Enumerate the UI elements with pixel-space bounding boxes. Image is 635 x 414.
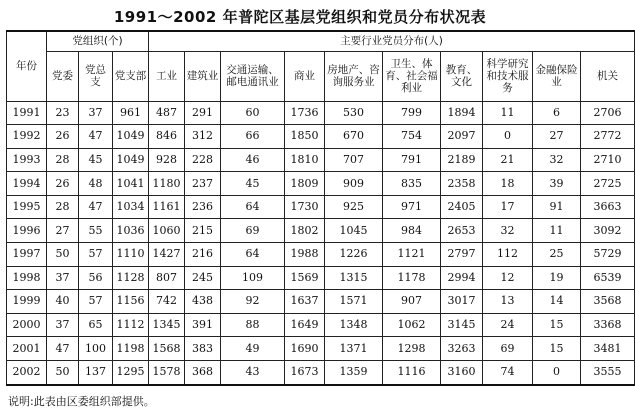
table-cell: 237 <box>185 172 221 196</box>
year-cell: 1992 <box>7 125 47 149</box>
table-cell: 11 <box>533 219 581 243</box>
table-cell: 3092 <box>581 219 635 243</box>
year-cell: 2001 <box>7 337 47 361</box>
table-cell: 112 <box>483 242 533 266</box>
table-cell: 530 <box>325 101 383 125</box>
table-cell: 1180 <box>149 172 185 196</box>
year-cell: 1995 <box>7 195 47 219</box>
table-cell: 2994 <box>441 266 483 290</box>
table-cell: 23 <box>47 101 79 125</box>
table-cell: 1045 <box>325 219 383 243</box>
column-header: 科学研究和技术服务 <box>483 51 533 101</box>
table-cell: 56 <box>79 266 113 290</box>
table-cell: 742 <box>149 290 185 314</box>
member-group-header: 主要行业党员分布(人) <box>149 31 635 51</box>
table-cell: 1649 <box>285 313 325 337</box>
table-cell: 928 <box>149 148 185 172</box>
table-cell: 1041 <box>113 172 149 196</box>
table-row <box>7 125 635 149</box>
column-header: 党委 <box>47 51 79 101</box>
table-cell: 2653 <box>441 219 483 243</box>
column-header: 建筑业 <box>185 51 221 101</box>
table-cell: 1988 <box>285 242 325 266</box>
table-cell: 3368 <box>581 313 635 337</box>
table-cell: 50 <box>47 242 79 266</box>
table-cell: 3263 <box>441 337 483 361</box>
table-cell: 1569 <box>285 266 325 290</box>
table-cell: 13 <box>483 290 533 314</box>
year-cell: 1998 <box>7 266 47 290</box>
table-cell: 0 <box>533 360 581 385</box>
table-cell: 1178 <box>383 266 441 290</box>
table-cell: 754 <box>383 125 441 149</box>
table-cell: 1112 <box>113 313 149 337</box>
column-header: 机关 <box>581 51 635 101</box>
table-cell: 6539 <box>581 266 635 290</box>
table-cell: 1730 <box>285 195 325 219</box>
table-cell: 438 <box>185 290 221 314</box>
table-cell: 1128 <box>113 266 149 290</box>
table-cell: 3663 <box>581 195 635 219</box>
table-cell: 1161 <box>149 195 185 219</box>
year-cell: 2002 <box>7 360 47 385</box>
table-cell: 45 <box>79 148 113 172</box>
table-cell: 74 <box>483 360 533 385</box>
table-row <box>7 172 635 196</box>
table-row <box>7 360 635 385</box>
table-cell: 2358 <box>441 172 483 196</box>
table-cell: 39 <box>533 172 581 196</box>
table-cell: 37 <box>79 101 113 125</box>
table-cell: 1034 <box>113 195 149 219</box>
table-cell: 1036 <box>113 219 149 243</box>
table-cell: 47 <box>79 195 113 219</box>
table-cell: 2710 <box>581 148 635 172</box>
table-cell: 707 <box>325 148 383 172</box>
table-cell: 1850 <box>285 125 325 149</box>
table-cell: 64 <box>221 242 285 266</box>
column-header: 工业 <box>149 51 185 101</box>
table-cell: 88 <box>221 313 285 337</box>
table-cell: 6 <box>533 101 581 125</box>
table-cell: 1198 <box>113 337 149 361</box>
table-cell: 17 <box>483 195 533 219</box>
table-cell: 27 <box>533 125 581 149</box>
table-cell: 137 <box>79 360 113 385</box>
table-cell: 18 <box>483 172 533 196</box>
table-cell: 846 <box>149 125 185 149</box>
table-cell: 64 <box>221 195 285 219</box>
table-cell: 909 <box>325 172 383 196</box>
table-cell: 3481 <box>581 337 635 361</box>
table-cell: 57 <box>79 290 113 314</box>
column-header: 教育、文化 <box>441 51 483 101</box>
table-cell: 1810 <box>285 148 325 172</box>
year-cell: 2000 <box>7 313 47 337</box>
table-cell: 27 <box>47 219 79 243</box>
table-cell: 32 <box>533 148 581 172</box>
year-cell: 1994 <box>7 172 47 196</box>
table-cell: 91 <box>533 195 581 219</box>
table-cell: 50 <box>47 360 79 385</box>
table-cell: 799 <box>383 101 441 125</box>
table-row <box>7 266 635 290</box>
table-cell: 1348 <box>325 313 383 337</box>
table-cell: 15 <box>533 337 581 361</box>
table-cell: 291 <box>185 101 221 125</box>
table-cell: 383 <box>185 337 221 361</box>
column-header: 党总支 <box>79 51 113 101</box>
table-cell: 28 <box>47 148 79 172</box>
year-cell: 1999 <box>7 290 47 314</box>
table-cell: 1359 <box>325 360 383 385</box>
table-cell: 215 <box>185 219 221 243</box>
table-cell: 55 <box>79 219 113 243</box>
table-cell: 1690 <box>285 337 325 361</box>
table-cell: 1049 <box>113 148 149 172</box>
table-cell: 28 <box>47 195 79 219</box>
table-cell: 40 <box>47 290 79 314</box>
table-cell: 1060 <box>149 219 185 243</box>
table-row <box>7 148 635 172</box>
table-cell: 3555 <box>581 360 635 385</box>
table-cell: 15 <box>533 313 581 337</box>
table-cell: 37 <box>47 266 79 290</box>
table-cell: 26 <box>47 172 79 196</box>
table-cell: 57 <box>79 242 113 266</box>
table-cell: 907 <box>383 290 441 314</box>
table-cell: 216 <box>185 242 221 266</box>
table-cell: 47 <box>79 125 113 149</box>
table-cell: 2189 <box>441 148 483 172</box>
table-cell: 11 <box>483 101 533 125</box>
table-cell: 1568 <box>149 337 185 361</box>
table-cell: 100 <box>79 337 113 361</box>
table-cell: 1673 <box>285 360 325 385</box>
table-cell: 5729 <box>581 242 635 266</box>
column-header: 交通运输、邮电通讯业 <box>221 51 285 101</box>
column-header: 卫生、体育、社会福利业 <box>383 51 441 101</box>
table-cell: 1578 <box>149 360 185 385</box>
table-cell: 1226 <box>325 242 383 266</box>
table-cell: 1809 <box>285 172 325 196</box>
table-cell: 835 <box>383 172 441 196</box>
table-cell: 228 <box>185 148 221 172</box>
table-cell: 32 <box>483 219 533 243</box>
table-cell: 1116 <box>383 360 441 385</box>
table-cell: 3568 <box>581 290 635 314</box>
table-cell: 60 <box>221 101 285 125</box>
table-cell: 47 <box>47 337 79 361</box>
table-row <box>7 242 635 266</box>
table-cell: 670 <box>325 125 383 149</box>
table-cell: 1315 <box>325 266 383 290</box>
table-cell: 48 <box>79 172 113 196</box>
column-header: 党支部 <box>113 51 149 101</box>
table-header <box>7 31 635 101</box>
table-cell: 2772 <box>581 125 635 149</box>
table-cell: 925 <box>325 195 383 219</box>
year-cell: 1993 <box>7 148 47 172</box>
table-cell: 1156 <box>113 290 149 314</box>
table-cell: 1427 <box>149 242 185 266</box>
table-cell: 2706 <box>581 101 635 125</box>
table-cell: 66 <box>221 125 285 149</box>
table-cell: 37 <box>47 313 79 337</box>
table-cell: 26 <box>47 125 79 149</box>
org-group-header: 党组织(个) <box>47 31 149 51</box>
table-cell: 368 <box>185 360 221 385</box>
table-cell: 1571 <box>325 290 383 314</box>
table-cell: 961 <box>113 101 149 125</box>
table-cell: 25 <box>533 242 581 266</box>
table-cell: 69 <box>483 337 533 361</box>
table-cell: 1802 <box>285 219 325 243</box>
table-cell: 43 <box>221 360 285 385</box>
table-cell: 12 <box>483 266 533 290</box>
table-cell: 1637 <box>285 290 325 314</box>
table-row <box>7 219 635 243</box>
table-cell: 2405 <box>441 195 483 219</box>
table-cell: 236 <box>185 195 221 219</box>
year-cell: 1991 <box>7 101 47 125</box>
column-header: 金融保险业 <box>533 51 581 101</box>
table-cell: 1894 <box>441 101 483 125</box>
table-cell: 46 <box>221 148 285 172</box>
table-note: 说明:此表由区委组织部提供。 <box>8 395 155 408</box>
table-cell: 791 <box>383 148 441 172</box>
table-cell: 391 <box>185 313 221 337</box>
table-title: 1991～2002 年普陀区基层党组织和党员分布状况表 <box>113 8 487 26</box>
table-cell: 92 <box>221 290 285 314</box>
party-stats-table <box>6 30 635 386</box>
table-cell: 2097 <box>441 125 483 149</box>
table-cell: 1295 <box>113 360 149 385</box>
table-cell: 1121 <box>383 242 441 266</box>
table-cell: 984 <box>383 219 441 243</box>
table-cell: 45 <box>221 172 285 196</box>
table-row <box>7 101 635 125</box>
table-cell: 1371 <box>325 337 383 361</box>
table-cell: 1110 <box>113 242 149 266</box>
table-cell: 3017 <box>441 290 483 314</box>
table-cell: 3145 <box>441 313 483 337</box>
table-row <box>7 290 635 314</box>
table-cell: 487 <box>149 101 185 125</box>
year-cell: 1997 <box>7 242 47 266</box>
table-cell: 971 <box>383 195 441 219</box>
table-cell: 24 <box>483 313 533 337</box>
table-cell: 2797 <box>441 242 483 266</box>
table-cell: 1298 <box>383 337 441 361</box>
year-header: 年份 <box>7 31 47 101</box>
table-cell: 21 <box>483 148 533 172</box>
column-header: 房地产、咨询服务业 <box>325 51 383 101</box>
table-cell: 69 <box>221 219 285 243</box>
column-header: 商业 <box>285 51 325 101</box>
table-cell: 1062 <box>383 313 441 337</box>
table-body <box>7 101 635 385</box>
table-cell: 807 <box>149 266 185 290</box>
table-cell: 0 <box>483 125 533 149</box>
table-cell: 109 <box>221 266 285 290</box>
table-cell: 14 <box>533 290 581 314</box>
table-cell: 1736 <box>285 101 325 125</box>
table-cell: 49 <box>221 337 285 361</box>
table-cell: 1345 <box>149 313 185 337</box>
table-row <box>7 195 635 219</box>
table-cell: 19 <box>533 266 581 290</box>
year-cell: 1996 <box>7 219 47 243</box>
table-cell: 1049 <box>113 125 149 149</box>
table-row <box>7 337 635 361</box>
table-cell: 245 <box>185 266 221 290</box>
table-cell: 3160 <box>441 360 483 385</box>
table-cell: 312 <box>185 125 221 149</box>
table-cell: 2725 <box>581 172 635 196</box>
table-row <box>7 313 635 337</box>
table-cell: 65 <box>79 313 113 337</box>
